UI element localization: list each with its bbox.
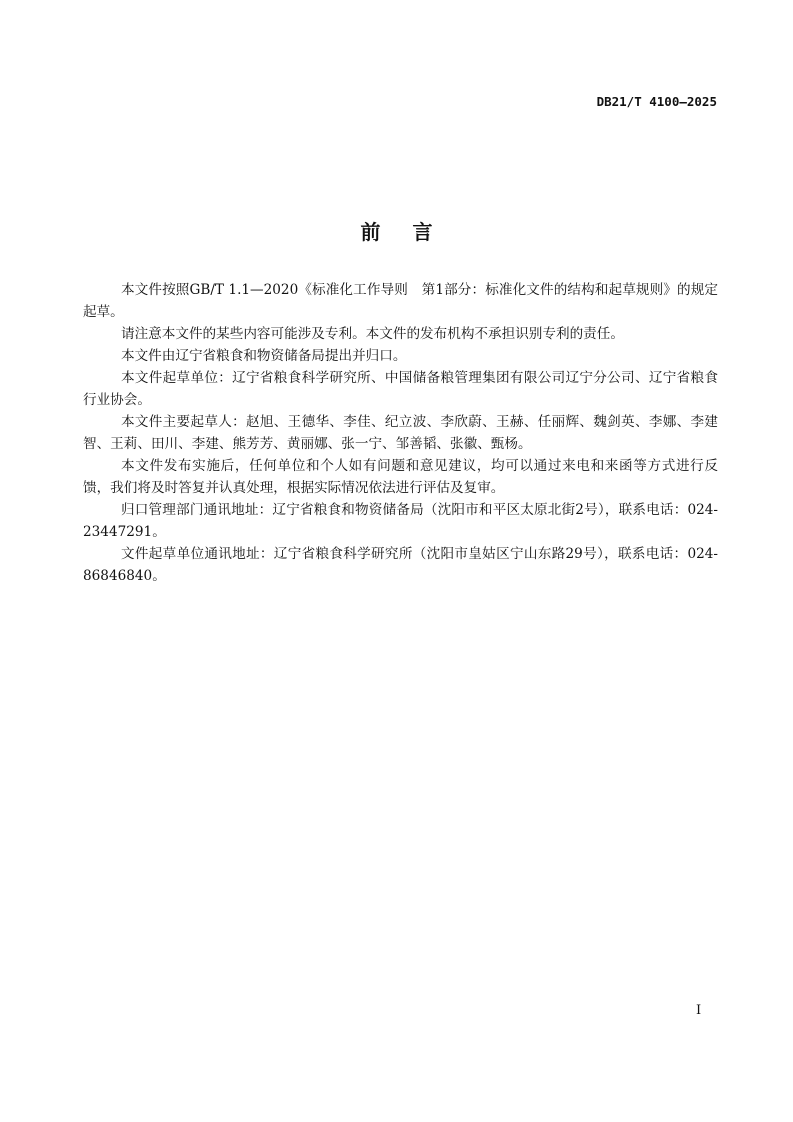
page-title bbox=[0, 216, 793, 245]
document-code: DB21/T 4100—2025 bbox=[596, 94, 717, 109]
title-char: 言 bbox=[412, 220, 433, 244]
paragraph: 本文件主要起草人：赵旭、王德华、李佳、纪立波、李欣蔚、王赫、任丽辉、魏剑英、李娜、李建智、王莉、田川、李建、熊芳芳、黄丽娜、张一宁、邹善韬、张徽、甄杨。 bbox=[83, 414, 718, 452]
paragraph: 归口管理部门通讯地址：辽宁省粮食和物资储备局（沈阳市和平区太原北街2号），联系电话：024-23447291。 bbox=[83, 502, 718, 540]
title-char: 前 bbox=[360, 220, 381, 244]
page-number: I bbox=[696, 1003, 702, 1018]
foreword-body bbox=[83, 279, 718, 587]
paragraph: 文件起草单位通讯地址：辽宁省粮食科学研究所（沈阳市皇姑区宁山东路29号），联系电话：024-86846840。 bbox=[83, 546, 718, 584]
paragraph: 本文件发布实施后，任何单位和个人如有问题和意见建议，均可以通过来电和来函等方式进行反馈，我们将及时答复并认真处理，根据实际情况依法进行评估及复审。 bbox=[83, 458, 718, 496]
paragraph: 本文件起草单位：辽宁省粮食科学研究所、中国储备粮管理集团有限公司辽宁分公司、辽宁省粮食行业协会。 bbox=[83, 370, 718, 408]
paragraph: 请注意本文件的某些内容可能涉及专利。本文件的发布机构不承担识别专利的责任。 bbox=[121, 326, 624, 342]
paragraph: 本文件按照GB/T 1.1—2020《标准化工作导则 第1部分：标准化文件的结构和起草规则》的规定起草。 bbox=[83, 282, 718, 320]
paragraph: 本文件由辽宁省粮食和物资储备局提出并归口。 bbox=[121, 348, 407, 364]
